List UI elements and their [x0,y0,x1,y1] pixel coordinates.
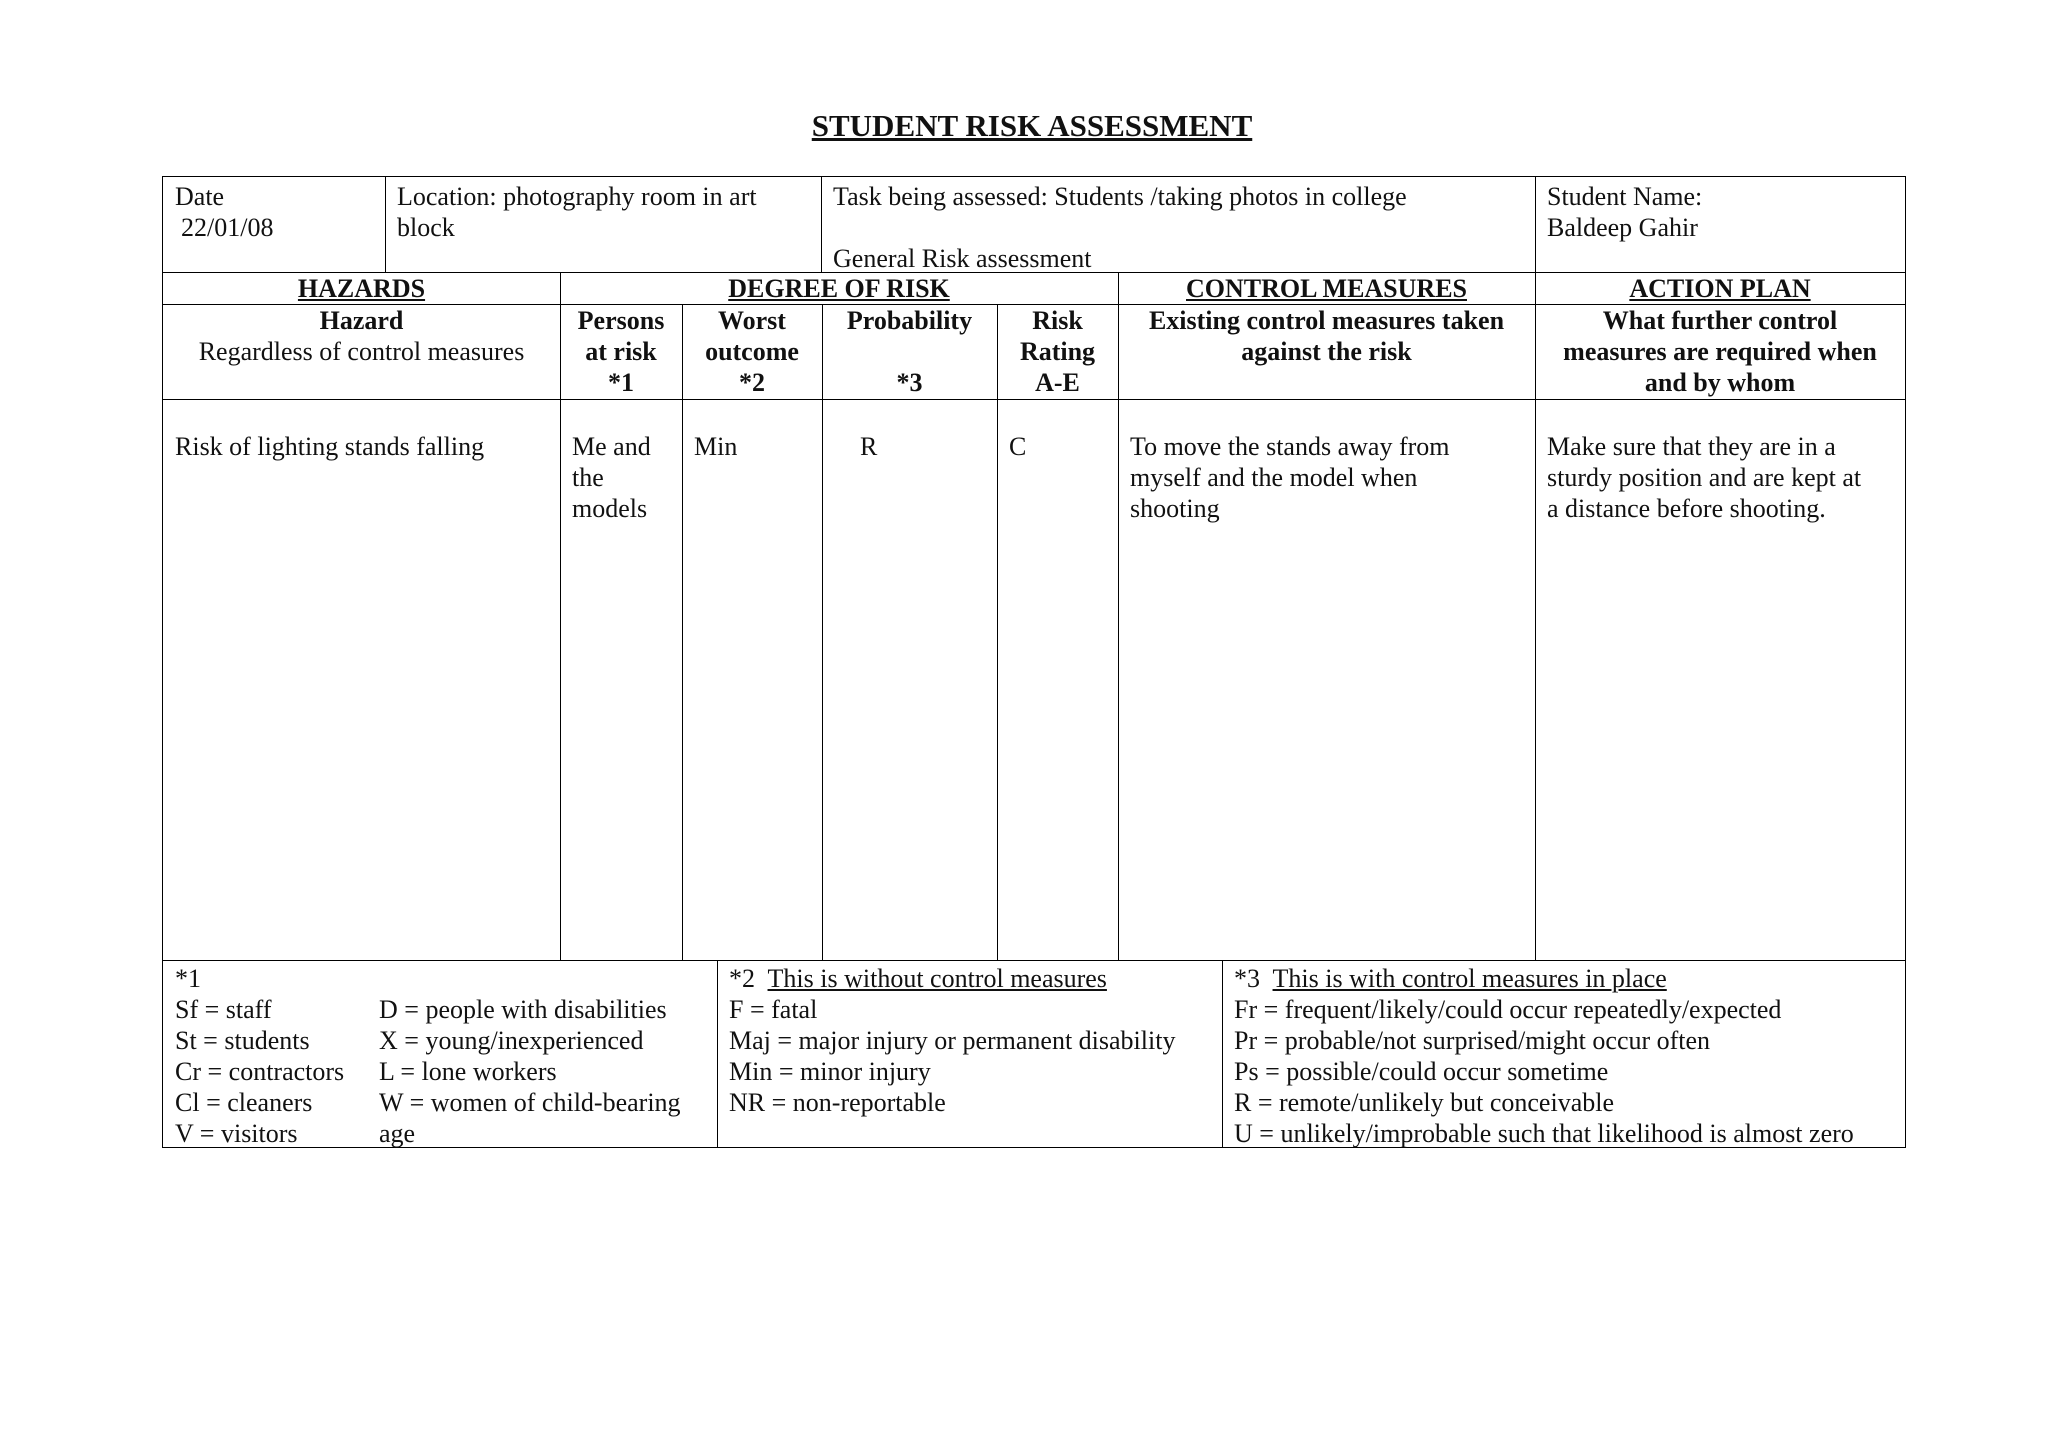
legend-persons-left [175,994,379,1149]
section-hazards: HAZARDS [297,274,426,303]
entry-action-l1: Make sure that they are in a [1547,432,1836,461]
legend-item: NR = non-reportable [729,1088,946,1117]
task-cell [821,177,1535,272]
legend-item: U = unlikely/improbable such that likelihood is almost zero [1234,1119,1854,1148]
legend-probability-marker: *3 [1234,964,1260,993]
legend-outcome-heading: This is without control measures [767,964,1107,993]
entry-risk-rating: C [1009,432,1027,461]
col-further-header [1535,305,1905,399]
col-existing-l1: Existing control measures taken [1148,306,1505,335]
col-hazard-header [163,305,560,399]
legend-outcome [729,963,1219,1118]
col-worst-l2: outcome [705,337,799,366]
divider [560,304,561,960]
col-persons-l2: at risk [585,337,657,366]
col-worst-l3: *2 [739,368,765,397]
legend-persons [175,963,715,1149]
legend-item: D = people with disabilities [379,995,667,1024]
divider [822,304,823,960]
col-prob-l1: Probability [846,306,973,335]
date-label: Date [175,182,225,211]
section-control-measures: CONTROL MEASURES [1186,274,1467,303]
location-line-1: Location: photography room in art [397,182,757,211]
risk-assessment-form [162,176,1906,1148]
entry-action-plan [1535,427,1905,528]
legend-item: age [379,1119,416,1148]
entry-control-l1: To move the stands away from [1130,432,1450,461]
entry-persons-l3: models [572,494,648,523]
entry-hazard: Risk of lighting stands falling [175,432,485,461]
col-further-l3: and by whom [1644,368,1796,397]
legend-item: Fr = frequent/likely/could occur repeatedly/expected [1234,995,1782,1024]
legend-item: W = women of child-bearing [379,1088,681,1117]
legend-item: L = lone workers [379,1057,557,1086]
location-cell [385,177,821,272]
col-further-l2: measures are required when [1563,337,1877,366]
student-label: Student Name: [1547,182,1703,211]
legend-item: Ps = possible/could occur sometime [1234,1057,1609,1086]
col-existing-l2: against the risk [1241,337,1412,366]
entry-persons [560,427,682,528]
entry-probability: R [860,432,878,461]
divider [717,960,718,1147]
col-prob-l3: *3 [896,368,923,397]
date-value: 22/01/08 [181,213,274,242]
legend-item: Sf = staff [175,995,272,1024]
task-line-1: Task being assessed: Students /taking photos in college [833,182,1407,211]
student-value: Baldeep Gahir [1547,213,1698,242]
entry-action-l2: sturdy position and are kept at [1547,463,1862,492]
location-line-2: block [397,213,455,242]
entry-worst-outcome: Min [694,432,738,461]
legend-probability-heading: This is with control measures in place [1272,964,1667,993]
task-line-2: General Risk assessment [833,244,1092,273]
col-rating-l3: A-E [1035,368,1080,397]
student-cell [1535,177,1905,272]
entry-persons-l2: the [572,463,604,492]
legend-item: Maj = major injury or permanent disability [729,1026,1176,1055]
legend-item: V = visitors [175,1119,298,1148]
col-rating-l1: Risk [1032,306,1083,335]
legend-outcome-marker: *2 [729,964,755,993]
entry-persons-l1: Me and [572,432,651,461]
col-persons-l1: Persons [577,306,665,335]
col-hazard-sub: Regardless of control measures [198,337,525,366]
col-worst-header [682,305,822,399]
col-hazard-title: Hazard [319,306,404,335]
col-rating-l2: Rating [1019,337,1096,366]
legend-persons-marker: *1 [175,964,201,993]
legend-persons-right [379,994,681,1149]
entry-action-l3: a distance before shooting. [1547,494,1826,523]
legend-item: Cr = contractors [175,1057,345,1086]
legend-item: Min = minor injury [729,1057,931,1086]
col-worst-l1: Worst [718,306,786,335]
entry-control-l2: myself and the model when [1130,463,1418,492]
page-title: STUDENT RISK ASSESSMENT [811,108,1253,143]
col-persons-l3: *1 [608,368,634,397]
divider [1535,304,1536,960]
legend-item: X = young/inexperienced [379,1026,644,1055]
section-degree-of-risk: DEGREE OF RISK [728,274,950,303]
col-persons-header [560,305,682,399]
entry-control-measures [1118,427,1535,528]
divider [163,399,1905,400]
legend-item: Pr = probable/not surprised/might occur often [1234,1026,1711,1055]
col-further-l1: What further control [1602,306,1838,335]
legend-item: St = students [175,1026,310,1055]
legend-item: R = remote/unlikely but conceivable [1234,1088,1614,1117]
date-cell [163,177,385,272]
col-existing-header [1118,305,1535,399]
legend-item: Cl = cleaners [175,1088,313,1117]
divider [682,304,683,960]
col-probability-header [822,305,997,399]
divider [1118,304,1119,960]
divider [1222,960,1223,1147]
section-action-plan: ACTION PLAN [1629,274,1811,303]
legend-probability [1234,963,1904,1149]
legend-item: F = fatal [729,995,818,1024]
divider [997,304,998,960]
col-rating-header [997,305,1118,399]
divider [163,960,1905,961]
entry-control-l3: shooting [1130,494,1220,523]
